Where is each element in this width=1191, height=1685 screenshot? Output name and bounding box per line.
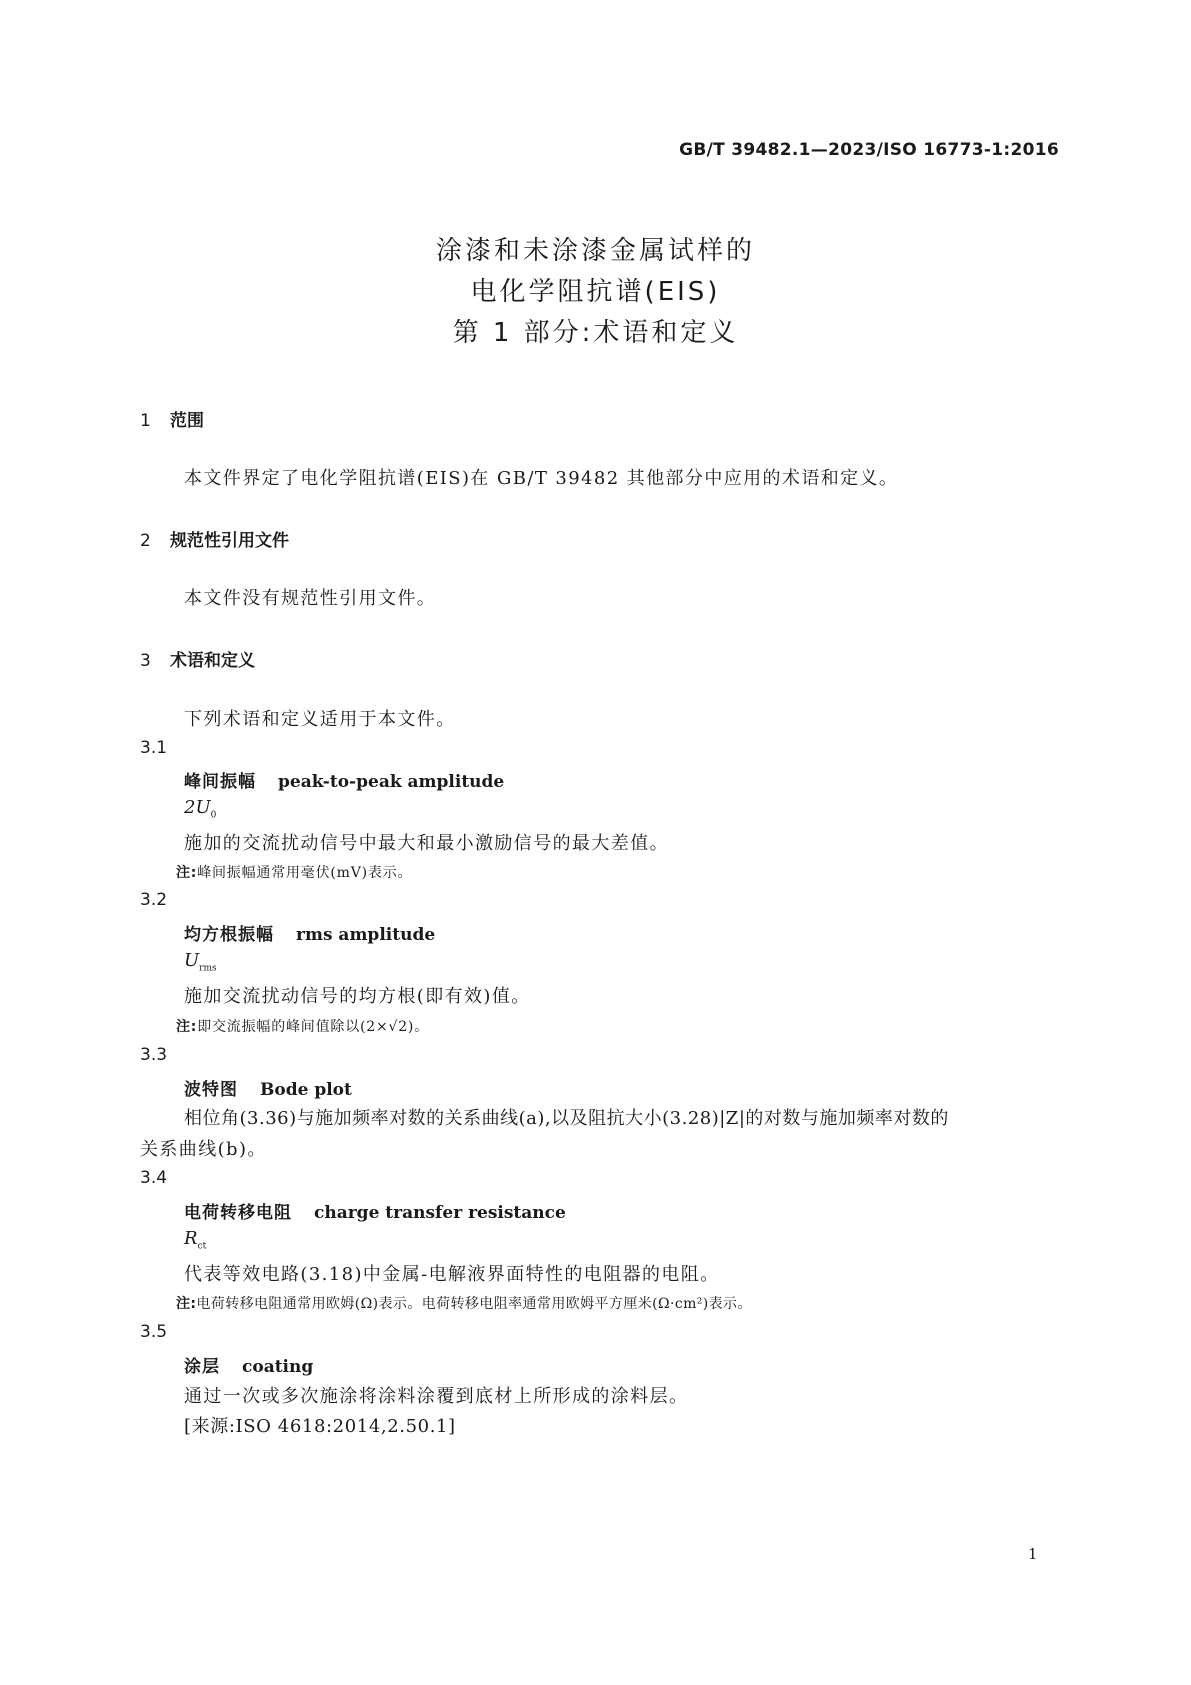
- page-number: 1: [1028, 1545, 1038, 1563]
- section-title: 范围: [170, 411, 204, 431]
- clause-number: 3.5: [140, 1322, 168, 1342]
- note-text: 电荷转移电阻通常用欧姆(Ω)表示。电荷转移电阻率通常用欧姆平方厘米(Ω·cm²)表示。: [196, 1296, 752, 1312]
- section-number: 3: [140, 651, 151, 671]
- term-entry: [184, 1075, 352, 1100]
- note-text: 峰间振幅通常用毫伏(mV)表示。: [197, 865, 413, 881]
- terms-intro: 下列术语和定义适用于本文件。: [184, 709, 456, 730]
- clause-number: 3.4: [140, 1168, 168, 1188]
- symbol-main: U: [184, 950, 200, 971]
- note-text: 即交流振幅的峰间值除以(2×√2)。: [197, 1019, 429, 1035]
- section-number: 1: [140, 411, 151, 431]
- clause-number: 3.1: [140, 738, 168, 758]
- note-label: 注:: [176, 1019, 198, 1035]
- note-label: 注:: [176, 1296, 197, 1312]
- term-zh: 均方根振幅: [184, 925, 274, 945]
- section-heading-terms: [140, 646, 255, 671]
- title-line-1: 涂漆和未涂漆金属试样的: [435, 236, 755, 266]
- term-entry: [184, 1198, 566, 1223]
- term-zh: 峰间振幅: [184, 772, 256, 792]
- term-zh: 波特图: [184, 1080, 238, 1100]
- term-symbol: [184, 797, 216, 821]
- term-definition: 施加的交流扰动信号中最大和最小激励信号的最大差值。: [184, 833, 669, 854]
- term-symbol: [184, 950, 217, 974]
- term-entry: [184, 767, 504, 792]
- term-definition: 代表等效电路(3.18)中金属-电解液界面特性的电阻器的电阻。: [184, 1264, 720, 1285]
- term-note: [176, 862, 412, 882]
- term-entry: [184, 1352, 313, 1377]
- section-heading-normative: [140, 526, 289, 551]
- term-source: [来源:ISO 4618:2014,2.50.1]: [184, 1416, 456, 1437]
- term-definition: 相位角(3.36)与施加频率对数的关系曲线(a),以及阻抗大小(3.28)|Z|的对数与施加频率对数的: [184, 1108, 949, 1129]
- section-heading-scope: [140, 406, 204, 431]
- title-line-2: 电化学阻抗谱(EIS): [470, 277, 721, 307]
- section-number: 2: [140, 531, 151, 551]
- term-symbol: [184, 1228, 206, 1252]
- clause-number: 3.2: [140, 890, 168, 910]
- term-en: peak-to-peak amplitude: [278, 772, 505, 792]
- note-label: 注:: [176, 865, 198, 881]
- term-en: Bode plot: [260, 1080, 352, 1100]
- term-zh: 涂层: [184, 1357, 220, 1377]
- term-note: [176, 1016, 429, 1036]
- term-entry: [184, 920, 435, 945]
- clause-number: 3.3: [140, 1045, 168, 1065]
- standard-number: GB/T 39482.1—2023/ISO 16773-1:2016: [679, 140, 1059, 160]
- title-line-3: 第 1 部分:术语和定义: [452, 318, 739, 348]
- symbol-main: R: [184, 1228, 198, 1249]
- term-en: charge transfer resistance: [314, 1203, 566, 1223]
- symbol-sub: ct: [197, 1241, 207, 1252]
- term-en: coating: [242, 1357, 314, 1377]
- term-definition-continued: 关系曲线(b)。: [140, 1139, 267, 1160]
- symbol-sub: rms: [199, 963, 217, 974]
- term-definition: 施加交流扰动信号的均方根(即有效)值。: [184, 986, 531, 1007]
- section-title: 规范性引用文件: [170, 531, 289, 551]
- term-definition: 通过一次或多次施涂将涂料涂覆到底材上所形成的涂料层。: [184, 1386, 689, 1407]
- scope-text: 本文件界定了电化学阻抗谱(EIS)在 GB/T 39482 其他部分中应用的术语和定义。: [184, 468, 899, 489]
- section-title: 术语和定义: [170, 651, 255, 671]
- term-note: [176, 1293, 752, 1313]
- normative-text: 本文件没有规范性引用文件。: [184, 588, 437, 609]
- term-zh: 电荷转移电阻: [184, 1203, 292, 1223]
- symbol-sub: 0: [210, 810, 217, 821]
- symbol-main: 2U: [184, 797, 211, 818]
- term-en: rms amplitude: [296, 925, 436, 945]
